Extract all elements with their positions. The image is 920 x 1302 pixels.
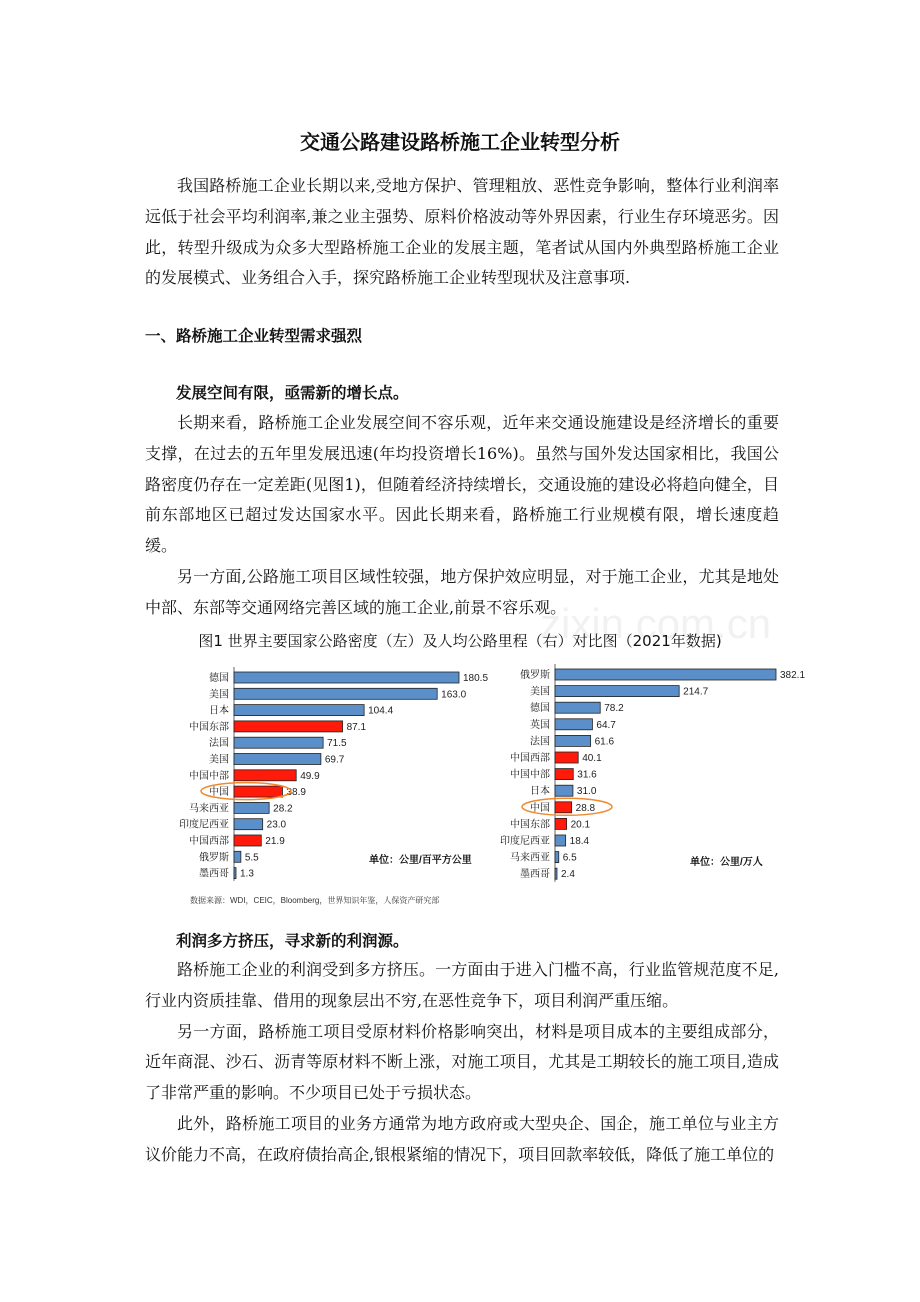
paragraph: 另一方面,公路施工项目区域性较强，地方保护效应明显，对于施工企业，尤其是地处中部、东部等交通网络完善区域的施工企业,前景不容乐观。	[145, 566, 779, 617]
category-label: 马来西亚	[189, 803, 229, 815]
bar	[234, 868, 236, 879]
paragraph: 此外，路桥施工项目的业务方通常为地方政府或大型央企、国企，施工单位与业主方议价能力不高，在政府债抬高企,银根紧缩的情况下，项目回款率较低，降低了施工单位的	[145, 1113, 779, 1164]
data-label: 28.2	[273, 803, 293, 815]
bar	[555, 852, 559, 863]
body-block-2	[145, 955, 779, 1171]
category-label: 法国	[530, 736, 550, 748]
category-label: 英国	[530, 719, 550, 731]
bar	[234, 819, 263, 830]
bar	[234, 835, 261, 846]
data-label: 69.7	[324, 754, 345, 766]
data-label: 21.9	[265, 836, 285, 847]
data-label: 1.3	[240, 868, 254, 880]
category-label: 中国西部	[189, 836, 229, 847]
category-label: 墨西哥	[520, 869, 550, 881]
bar	[234, 770, 296, 781]
category-label: 德国	[530, 703, 550, 715]
bar	[234, 688, 437, 699]
bar	[555, 835, 566, 846]
bar	[234, 786, 282, 797]
source-note: 数据来源：WDI，CEIC，Bloomberg，世界知识年鉴，人保资产研究部	[190, 896, 440, 905]
data-label: 87.1	[346, 721, 367, 733]
paragraph: 另一方面，路桥施工项目受原材料价格影响突出，材料是项目成本的主要组成部分，近年商混、沙石、沥青等原材料不断上涨，对施工项目，尤其是工期较长的施工项目,造成了非常严重的影响。不少项目已处于亏损状态。	[145, 1021, 779, 1103]
data-label: 20.1	[570, 819, 591, 831]
bar	[234, 705, 364, 716]
bar	[555, 686, 679, 697]
data-label: 18.4	[569, 836, 590, 847]
data-label: 163.0	[441, 689, 467, 701]
bar	[555, 802, 572, 813]
bar	[555, 752, 578, 763]
data-label: 104.4	[368, 705, 394, 717]
data-label: 64.7	[596, 719, 616, 731]
subheading: 利润多方挤压，寻求新的利润源。	[176, 932, 409, 950]
data-label: 28.8	[575, 802, 596, 814]
body-block-1	[145, 408, 779, 624]
data-label: 71.5	[327, 738, 347, 750]
bar	[555, 818, 567, 829]
paragraph: 路桥施工企业的利润受到多方挤压。一方面由于进入门槛不高，行业监管规范度不足,行业内资质挂靠、借用的现象层出不穷,在恶性竞争下，项目利润严重压缩。	[145, 960, 779, 1010]
data-label: 31.6	[577, 769, 597, 781]
category-label: 日本	[530, 786, 550, 798]
category-label: 中国	[209, 787, 229, 799]
bar	[555, 785, 573, 796]
data-label: 61.6	[594, 736, 615, 748]
unit-label: 单位：公里/万人	[690, 857, 763, 868]
bar	[234, 802, 269, 813]
category-label: 中国东部	[510, 819, 550, 831]
intro-paragraph: 我国路桥施工企业长期以来,受地方保护、管理粗放、恶性竞争影响，整体行业利润率远低于社会平均利润率,兼之业主强势、原料价格波动等外界因素，行业生存环境恶劣。因此，转型升级成为众多大型路桥施工企业的发展主题，笔者试从国内外典型路桥施工企业的发展模式、业务组合入手，探究路桥施工企业转型现状及注意事项.	[145, 176, 779, 288]
data-label: 49.9	[300, 770, 320, 782]
category-label: 美国	[530, 686, 550, 698]
data-label: 6.5	[562, 852, 577, 864]
category-label: 中国中部	[510, 769, 550, 781]
bar	[234, 754, 321, 765]
section-heading: 一、路桥施工企业转型需求强烈	[145, 327, 363, 345]
data-label: 180.5	[463, 673, 489, 684]
category-label: 中国东部	[189, 721, 229, 733]
category-label: 俄罗斯	[199, 852, 229, 864]
paragraph: 长期来看，路桥施工企业发展空间不容乐观，近年来交通设施建设是经济增长的重要支撑，在过去的五年里发展迅速(年均投资增长16%)。虽然与国外发达国家相比，我国公路密度仍存在一定差距(见图1)，但随着经济持续增长，交通设施的建设必将趋向健全，目前东部地区已超过发达国家水平。因此长期来看，路桥施工行业规模有限，增长速度趋缓。	[145, 413, 779, 556]
bar	[555, 769, 573, 780]
category-label: 美国	[209, 754, 229, 766]
intro-block	[145, 171, 779, 294]
category-label: 德国	[209, 673, 229, 684]
category-label: 中国中部	[189, 770, 229, 782]
data-label: 40.1	[582, 753, 602, 764]
data-label: 214.7	[683, 686, 709, 698]
bar	[555, 702, 600, 713]
bar	[234, 721, 343, 732]
data-label: 382.1	[780, 670, 806, 681]
bar	[234, 672, 459, 683]
bar	[555, 868, 557, 879]
figure-charts	[0, 655, 920, 915]
data-label: 2.4	[561, 869, 575, 881]
watermark: zixin.com.cn	[540, 600, 772, 647]
category-label: 墨西哥	[199, 868, 229, 880]
figure-caption: 图1 世界主要国家公路密度（左）及人均公路里程（右）对比图（2021年数据)	[198, 632, 722, 650]
category-label: 印度尼西亚	[179, 819, 229, 831]
data-label: 23.0	[266, 819, 287, 831]
bar	[555, 719, 592, 730]
category-label: 法国	[209, 738, 229, 750]
category-label: 马来西亚	[510, 852, 550, 864]
bar	[555, 735, 591, 746]
document-title: 交通公路建设路桥施工企业转型分析	[300, 130, 620, 154]
data-label: 78.2	[604, 703, 624, 715]
category-label: 美国	[209, 689, 229, 701]
category-label: 俄罗斯	[520, 670, 550, 681]
bar	[234, 737, 323, 748]
subheading: 发展空间有限，亟需新的增长点。	[176, 384, 409, 402]
category-label: 日本	[209, 705, 229, 717]
bar	[234, 851, 241, 862]
category-label: 中国	[530, 802, 550, 814]
data-label: 31.0	[576, 786, 597, 798]
data-label: 5.5	[244, 852, 259, 864]
unit-label: 单位：公里/百平方公里	[369, 855, 472, 866]
category-label: 中国西部	[510, 753, 550, 764]
bar	[555, 669, 776, 680]
data-label: 38.9	[286, 787, 306, 799]
category-label: 印度尼西亚	[500, 836, 550, 847]
